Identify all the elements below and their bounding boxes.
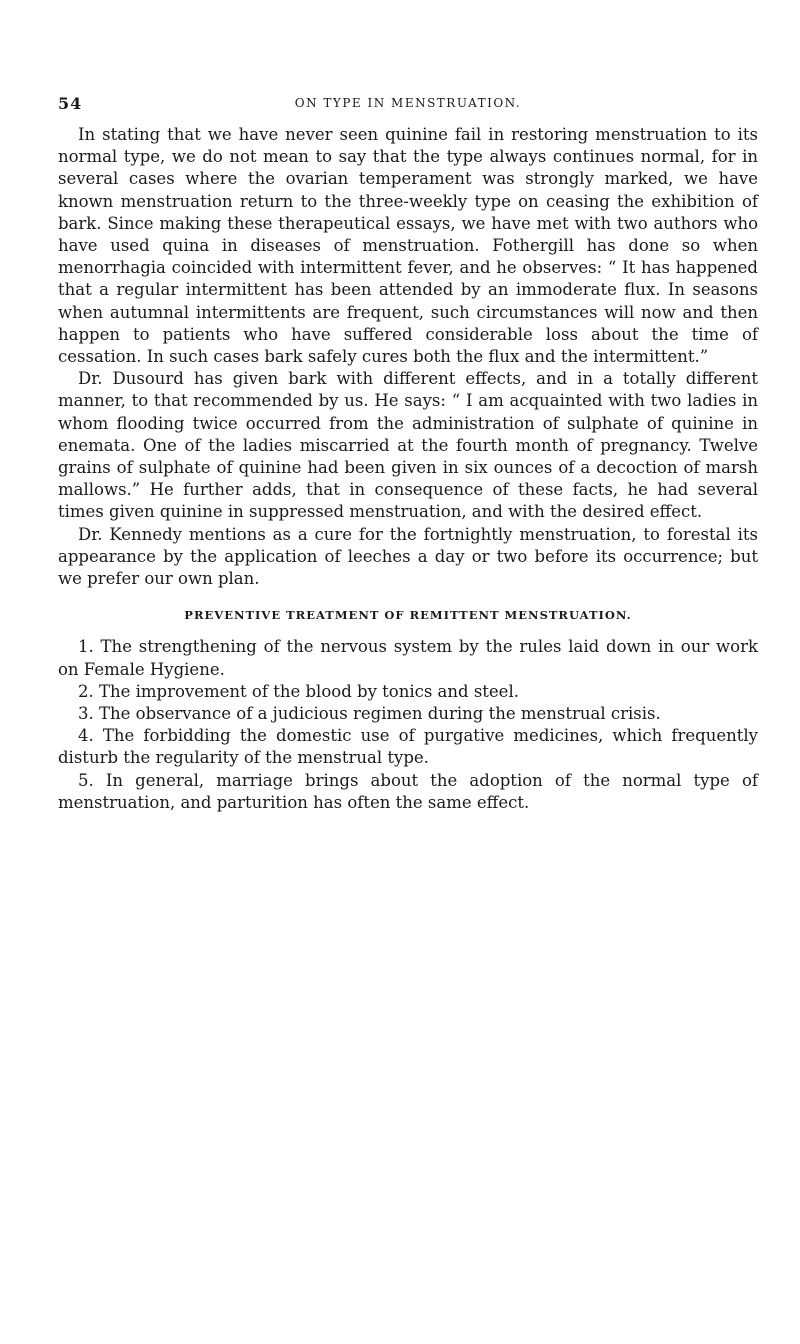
running-head (58, 94, 758, 124)
paragraph: In stating that we have never seen quinine fail in restoring menstruation to its normal type, we do not mean to say that the type always continues normal, for in several cases where the ovarian temperament was strongly marked, we have known menstruation return to the three-weekly type on ceasing the exhibition of bark. Since making these therapeutical essays, we have met with two authors who have used quina in diseases of menstruation. Fothergill has done so when menorrhagia coincided with intermittent fever, and he observes: “ It has happened that a regular intermittent has been attended by an immoderate flux. In seasons when autumnal intermittents are frequent, such circumstances will now and then happen to patients who have suffered considerable loss about the time of cessation. In such cases bark safely cures both the flux and the intermittent.” (58, 125, 758, 367)
page-number: 54 (58, 94, 83, 113)
running-title: ON TYPE IN MENSTRUATION. (294, 96, 522, 110)
section-heading: PREVENTIVE TREATMENT OF REMITTENT MENSTRUATION. (184, 608, 632, 623)
list-item: 4. The forbidding the domestic use of purgative medicines, which frequently disturb the regularity of the menstrual type. (58, 726, 758, 768)
book-page (58, 0, 758, 814)
list-item: 2. The improvement of the blood by tonics and steel. (78, 681, 519, 701)
list-item: 3. The observance of a judicious regimen during the menstrual crisis. (78, 704, 661, 724)
numbered-list (58, 636, 758, 814)
paragraph: Dr. Kennedy mentions as a cure for the fortnightly menstruation, to forestal its appearance by the application of leeches a day or two before its occurrence; but we prefer our own plan. (58, 524, 758, 589)
paragraph: Dr. Dusourd has given bark with different effects, and in a totally different manner, to that recommended by us. He says: “ I am acquainted with two ladies in whom flooding twice occurred from the administration of sulphate of quinine in enemata. One of the ladies miscarried at the fourth month of pregnancy. Twelve grains of sulphate of quinine had been given in six ounces of a decoction of marsh mallows.” He further adds, that in consequence of these facts, he had several times given quinine in suppressed menstruation, and with the desired effect. (58, 369, 758, 522)
list-item: 5. In general, marriage brings about the adoption of the normal type of menstruation, and parturition has often the same effect. (58, 770, 758, 812)
body-text (58, 124, 758, 814)
list-item: 1. The strengthening of the nervous system by the rules laid down in our work on Female Hygiene. (58, 637, 758, 679)
